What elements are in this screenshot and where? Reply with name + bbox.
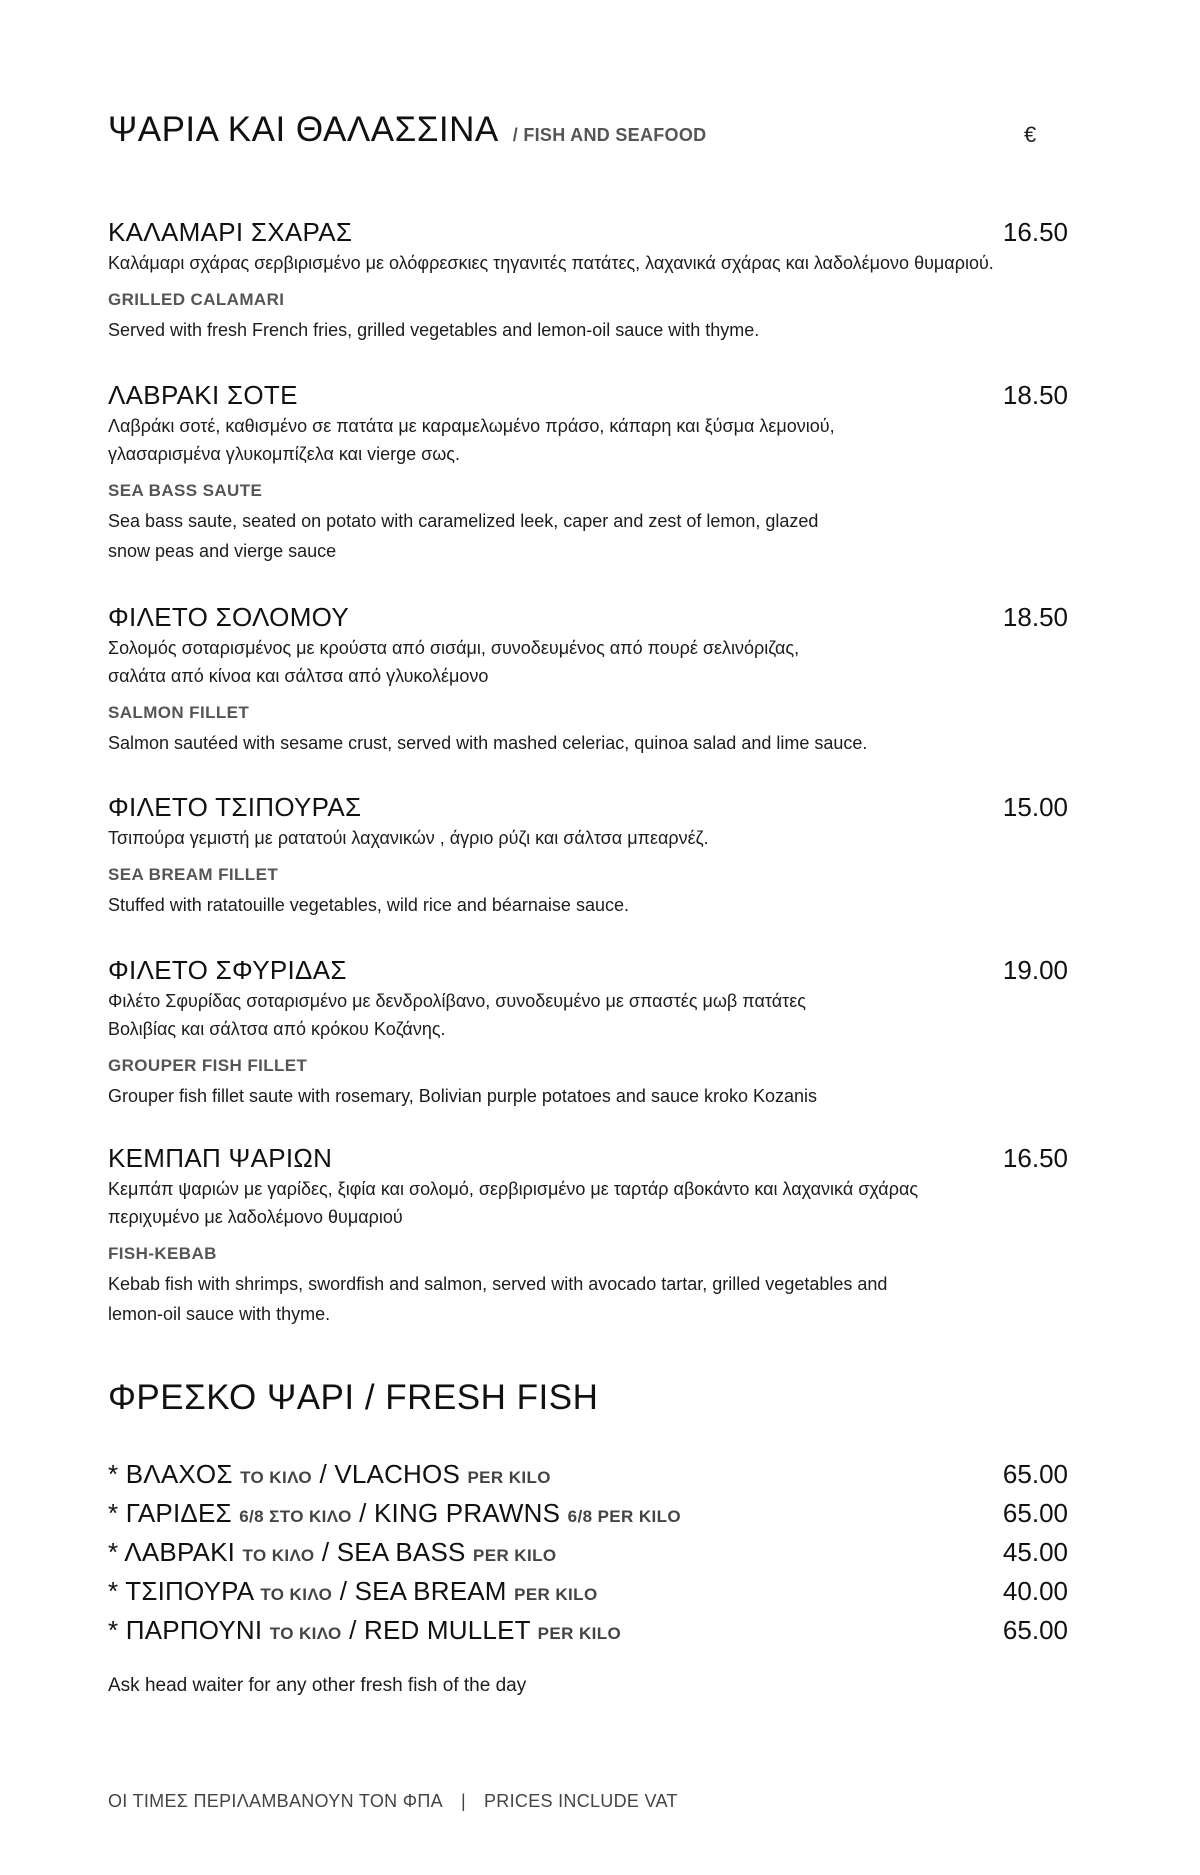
- footer-separator: |: [461, 1791, 466, 1811]
- fresh-fish-label: [108, 1612, 1068, 1652]
- dish-price: 18.50: [1002, 602, 1068, 632]
- dish-name: ΛΑΒΡΑΚΙ ΣΟΤΕ: [108, 380, 298, 410]
- fresh-fish-price: 65.00: [1002, 1459, 1068, 1489]
- fresh-fish-label: [108, 1534, 1068, 1574]
- dish-description-greek: Τσιπούρα γεμιστή με ρατατούι λαχανικών , άγριο ρύζι και σάλτσα μπεαρνέζ.: [108, 828, 709, 848]
- section-title-greek: ΨΑΡΙΑ ΚΑΙ ΘΑΛΑΣΣΙΝΑ: [108, 110, 499, 149]
- dish-description-english: Served with fresh French fries, grilled vegetables and lemon-oil sauce with thyme.: [108, 320, 760, 340]
- dish-description-english: Stuffed with ratatouille vegetables, wild rice and béarnaise sauce.: [108, 895, 629, 915]
- dish-name-english: SEA BASS SAUTE: [108, 481, 263, 500]
- fish-name-greek: * ΤΣΙΠΟΥΡΑ: [108, 1576, 253, 1606]
- dish-description-greek: Λαβράκι σοτέ, καθισμένο σε πατάτα με καραμελωμένο πράσο, κάπαρη και ξύσμα λεμονιού, γλασαρισμένα γλυκομπίζελα και vierge σως.: [108, 416, 835, 464]
- fish-name-english: SEA BASS: [336, 1537, 466, 1567]
- fresh-fish-price: 65.00: [1002, 1615, 1068, 1645]
- fish-name-greek: * ΛΑΒΡΑΚΙ: [108, 1537, 236, 1567]
- dish-name: ΦΙΛΕΤΟ ΣΟΛΟΜΟΥ: [108, 602, 349, 632]
- unit-greek: ΤΟ ΚΙΛΟ: [269, 1624, 342, 1643]
- dish-name-english: GROUPER FISH FILLET: [108, 1056, 308, 1075]
- dish-description-greek: Καλάμαρι σχάρας σερβιρισμένο με ολόφρεσκιες τηγανιτές πατάτες, λαχανικά σχάρας και λαδολέμονο θυμαριού.: [108, 253, 994, 273]
- separator: /: [339, 1576, 348, 1606]
- dish-description-greek: Κεμπάπ ψαριών με γαρίδες, ξιφία και σολομό, σερβιρισμένο με ταρτάρ αβοκάντο και λαχανικά σχάρας περιχυμένο με λαδολέμονο θυμαριού: [108, 1179, 919, 1227]
- unit-english: PER KILO: [514, 1585, 598, 1604]
- dish-name: ΦΙΛΕΤΟ ΣΦΥΡΙΔΑΣ: [108, 955, 347, 985]
- dish-item: [108, 379, 1068, 566]
- fish-name-english: SEA BREAM: [354, 1576, 507, 1606]
- unit-english: PER KILO: [537, 1624, 622, 1643]
- dish-price: 16.50: [1002, 1143, 1068, 1173]
- unit-greek: ΤΟ ΚΙΛΟ: [240, 1468, 313, 1487]
- fresh-fish-note: Ask head waiter for any other fresh fish of the day: [108, 1675, 527, 1696]
- unit-greek: 6/8 ΣΤΟ ΚΙΛΟ: [239, 1507, 352, 1526]
- unit-greek: ΤΟ ΚΙΛΟ: [260, 1585, 333, 1604]
- dish-description-greek: Φιλέτο Σφυρίδας σοταρισμένο με δενδρολίβανο, συνοδευμένο με σπαστές μωβ πατάτες Βολιβίας και σάλτσα από κρόκου Κοζάνης.: [108, 991, 806, 1039]
- fish-name-greek: * ΠΑΡΠΟΥΝΙ: [108, 1615, 263, 1645]
- fish-name-english: RED MULLET: [364, 1615, 531, 1645]
- dish-name: ΚΑΛΑΜΑΡΙ ΣΧΑΡΑΣ: [108, 217, 353, 247]
- dish-name-english: SEA BREAM FILLET: [108, 865, 279, 884]
- dish-name-english: FISH-KEBAB: [108, 1244, 217, 1263]
- dish-price: 16.50: [1002, 217, 1068, 247]
- footer-greek: ΟΙ ΤΙΜΕΣ ΠΕΡΙΛΑΜΒΑΝΟΥΝ ΤΟΝ ΦΠΑ: [108, 1791, 443, 1811]
- fresh-fish-row: [108, 1573, 1068, 1609]
- fresh-fish-label: [108, 1456, 1068, 1496]
- fresh-fish-row: [108, 1456, 1068, 1492]
- dish-item: [108, 1142, 1068, 1329]
- fresh-fish-row: [108, 1612, 1068, 1648]
- fresh-fish-row: [108, 1534, 1068, 1570]
- separator: /: [321, 1537, 330, 1567]
- dish-price: 18.50: [1002, 380, 1068, 410]
- currency-symbol: €: [1024, 122, 1037, 147]
- fresh-fish-label: [108, 1495, 1068, 1535]
- separator: /: [359, 1498, 367, 1528]
- unit-greek: ΤΟ ΚΙΛΟ: [242, 1546, 315, 1565]
- footer-vat-notice: [108, 1791, 678, 1812]
- dish-name: ΦΙΛΕΤΟ ΤΣΙΠΟΥΡΑΣ: [108, 792, 362, 822]
- unit-english: 6/8 PER KILO: [567, 1507, 682, 1526]
- dish-name-english: SALMON FILLET: [108, 703, 250, 722]
- dish-item: [108, 601, 1068, 758]
- footer-english: PRICES INCLUDE VAT: [483, 1791, 678, 1811]
- section-title-fish-seafood: [108, 110, 706, 150]
- fresh-fish-label: [108, 1573, 1068, 1613]
- fresh-fish-price: 45.00: [1002, 1537, 1068, 1567]
- dish-description-english: Sea bass saute, seated on potato with caramelized leek, caper and zest of lemon, glazed snow peas and vierge sauce: [108, 511, 819, 561]
- section-title-fresh-fish: ΦΡΕΣΚΟ ΨΑΡΙ / FRESH FISH: [108, 1378, 599, 1417]
- dish-description-english: Salmon sautéed with sesame crust, served with mashed celeriac, quinoa salad and lime sauce.: [108, 733, 868, 753]
- dish-item: [108, 954, 1068, 1111]
- dish-item: [108, 216, 1068, 345]
- fresh-fish-price: 40.00: [1002, 1576, 1068, 1606]
- section-title-english: / FISH AND SEAFOOD: [512, 125, 707, 145]
- dish-item: [108, 791, 1068, 920]
- unit-english: PER KILO: [473, 1546, 557, 1565]
- unit-english: PER KILO: [467, 1468, 551, 1487]
- dish-name-english: GRILLED CALAMARI: [108, 290, 285, 309]
- dish-description-english: Kebab fish with shrimps, swordfish and salmon, served with avocado tartar, grilled vegetables and lemon-oil sauce with thyme.: [108, 1274, 888, 1324]
- fish-name-greek: * ΒΛΑΧΟΣ: [108, 1459, 233, 1489]
- dish-price: 19.00: [1002, 955, 1068, 985]
- fish-name-english: VLACHOS: [334, 1459, 460, 1489]
- dish-description-greek: Σολομός σοταρισμένος με κρούστα από σισάμι, συνοδευμένος από πουρέ σελινόριζας, σαλάτα από κίνοα και σάλτσα από γλυκολέμονο: [108, 638, 800, 686]
- dish-name: ΚΕΜΠΑΠ ΨΑΡΙΩΝ: [108, 1143, 333, 1173]
- fish-name-english: KING PRAWNS: [374, 1498, 561, 1528]
- fresh-fish-price: 65.00: [1002, 1498, 1068, 1528]
- dish-price: 15.00: [1002, 792, 1068, 822]
- fresh-fish-row: [108, 1495, 1068, 1531]
- dish-description-english: Grouper fish fillet saute with rosemary, Bolivian purple potatoes and sauce kroko Kozanis: [108, 1086, 818, 1106]
- separator: /: [319, 1459, 327, 1489]
- separator: /: [349, 1615, 357, 1645]
- fish-name-greek: * ΓΑΡΙΔΕΣ: [108, 1498, 232, 1528]
